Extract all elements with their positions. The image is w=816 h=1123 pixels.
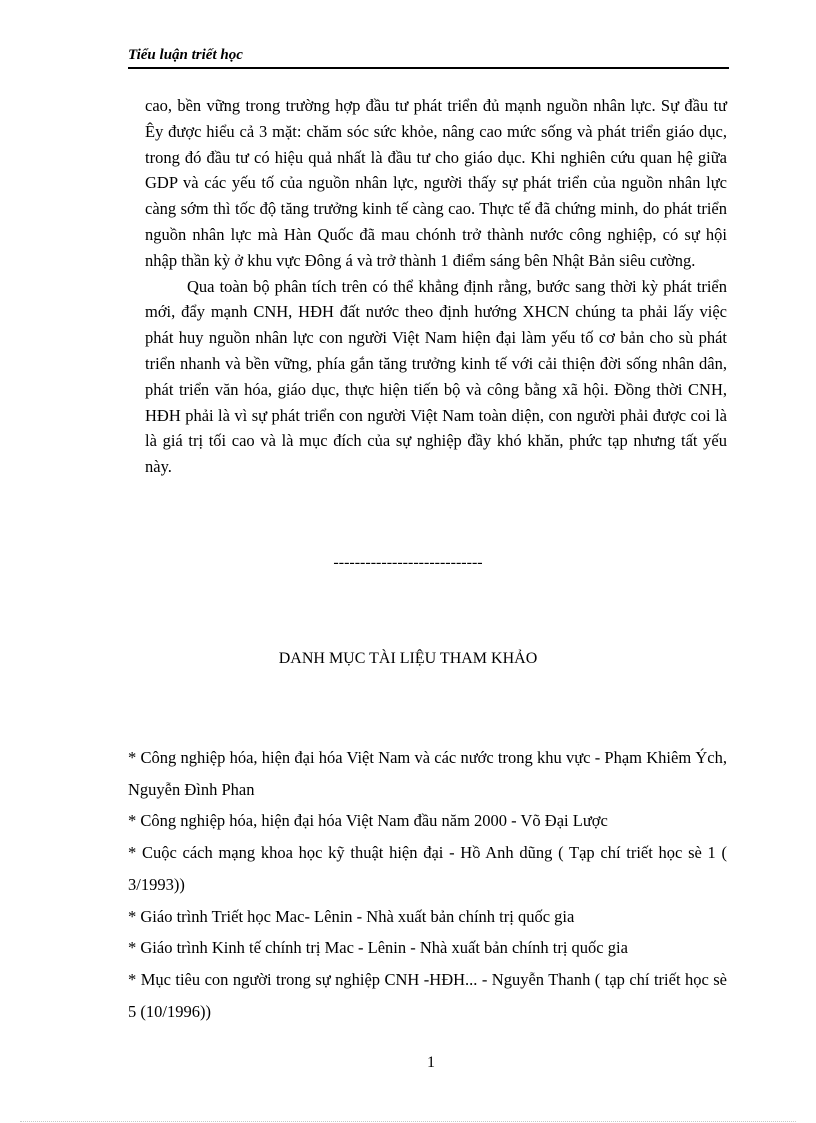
references-list	[128, 742, 727, 1027]
body-paragraph: cao, bền vững trong trường hợp đầu tư phát triển đủ mạnh nguồn nhân lực. Sự đầu tư Êy được hiểu cả 3 mặt: chăm sóc sức khỏe, nâng cao mức sống và phát triển giáo dục, trong đó đầu tư có hiệu quả nhất là đầu tư cho giáo dục. Khi nghiên cứu quan hệ giữa GDP và các yếu tố của nguồn nhân lực, người thấy sự phát triển của nguồn nhân lực càng sớm thì tốc độ tăng trưởng kinh tế càng cao. Thực tế đã chứng minh, do phát triển nguồn nhân lực mà Hàn Quốc đã mau chónh trở thành nước công nghiệp, có sự hội nhập thần kỳ ở khu vực Đông á và trở thành 1 điểm sáng bên Nhật Bản siêu cường.	[145, 96, 727, 270]
reference-item: * Công nghiệp hóa, hiện đại hóa Việt Nam đầu năm 2000 - Võ Đại Lược	[128, 811, 608, 831]
page-bottom-rule	[20, 1121, 796, 1122]
document-header-title: Tiểu luận triết học	[128, 47, 243, 63]
reference-item: * Giáo trình Kinh tế chính trị Mac - Lênin - Nhà xuất bản chính trị quốc gia	[128, 938, 628, 958]
reference-item: * Mục tiêu con người trong sự nghiệp CNH -HĐH... - Nguyễn Thanh ( tạp chí triết học sè 5 (10/1996))	[128, 969, 727, 1021]
page-number: 1	[427, 1054, 435, 1071]
reference-item: * Giáo trình Triết học Mac- Lênin - Nhà xuất bản chính trị quốc gia	[128, 906, 575, 926]
body-paragraph: Qua toàn bộ phân tích trên có thể khẳng định rằng, bước sang thời kỳ phát triển mới, đẩy mạnh CNH, HĐH đất nước theo định hướng XHCN chúng ta phải lấy việc phát huy nguồn nhân lực con người Việt Nam hiện đại làm yếu tố cơ bản cho sù phát triển nhanh và bền vững, phía gắn tăng trưởng kinh tế với cải thiện đời sống nhân dân, phát triển văn hóa, giáo dục, thực hiện tiến bộ và công bằng xã hội. Đồng thời CNH, HĐH phải là vì sự phát triển con người Việt Nam toàn diện, con người phải được coi là là giá trị tối cao và là mục đích của sự nghiệp đầy khó khăn, phức tạp nhưng tất yếu này.	[145, 276, 727, 477]
header-rule	[128, 67, 729, 69]
reference-item: * Công nghiệp hóa, hiện đại hóa Việt Nam và các nước trong khu vực - Phạm Khiêm Ých, Nguyễn Đình Phan	[128, 748, 727, 799]
references-heading: DANH MỤC TÀI LIỆU THAM KHẢO	[278, 650, 538, 667]
body-text	[145, 93, 727, 480]
reference-item: * Cuộc cách mạng khoa học kỹ thuật hiện đại - Hồ Anh dũng ( Tạp chí triết học sè 1 ( 3/1993))	[128, 843, 727, 894]
section-separator: ----------------------------	[333, 554, 483, 571]
